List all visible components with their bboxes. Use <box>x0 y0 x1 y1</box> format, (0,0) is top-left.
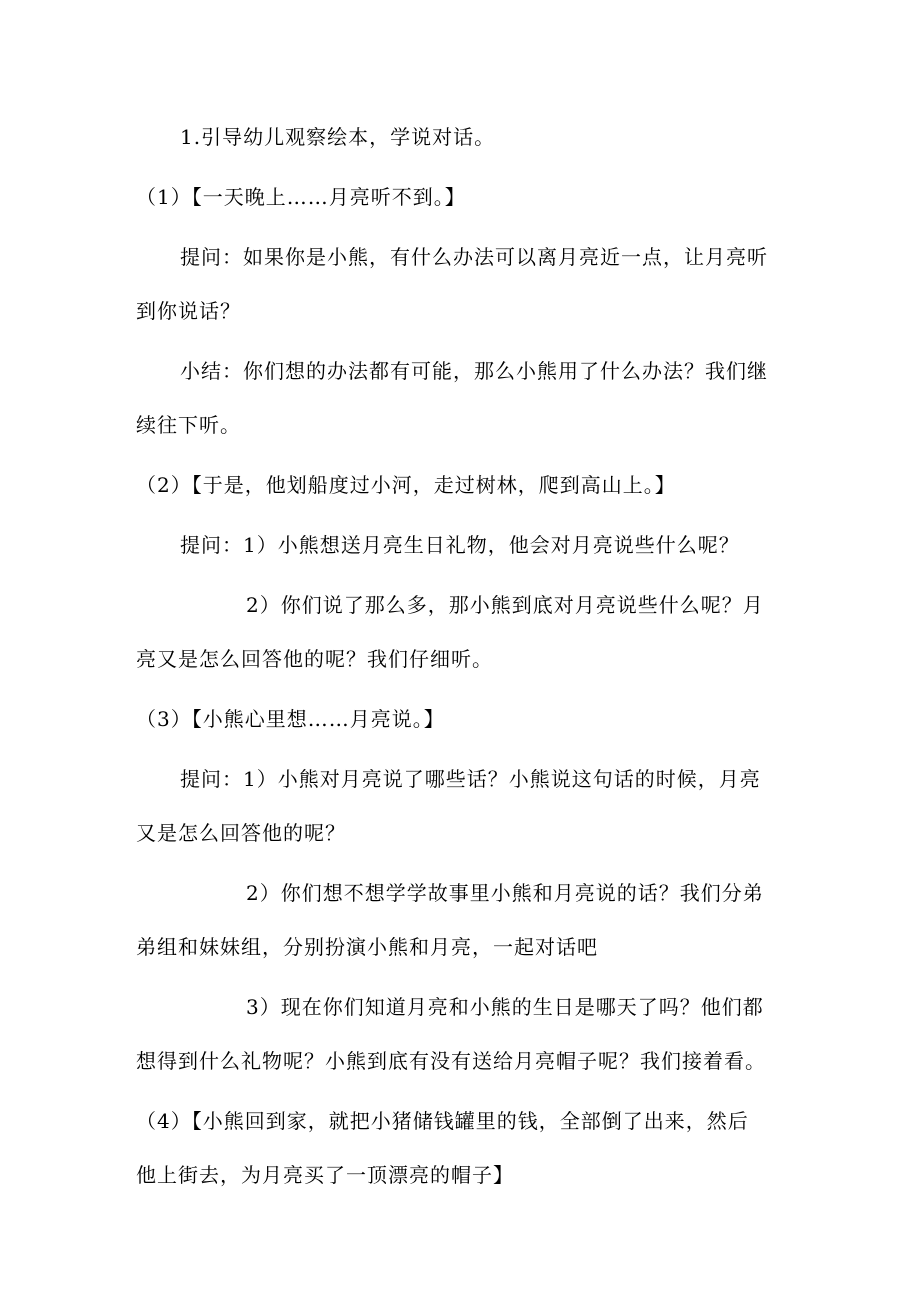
question-2-line-3: 亮又是怎么回答他的呢？我们仔细听。 <box>136 647 493 671</box>
question-3-line-5: 3）现在你们知道月亮和小熊的生日是哪天了吗？他们都 <box>246 995 764 1019</box>
paragraph-4-line-1: （4）【小熊回到家，就把小猪储钱罐里的钱，全部倒了出来，然后 <box>136 1109 749 1133</box>
paragraph-3-marker: （3）【小熊心里想……月亮说。】 <box>136 707 445 731</box>
question-1-line-2: 到你说话？ <box>136 299 241 323</box>
paragraph-2-marker: （2）【于是，他划船度过小河，走过树林，爬到高山上。】 <box>136 473 676 497</box>
question-1-line-1: 提问：如果你是小熊，有什么办法可以离月亮近一点，让月亮听 <box>180 245 768 269</box>
summary-line-1: 小结：你们想的办法都有可能，那么小熊用了什么办法？我们继 <box>180 359 768 383</box>
question-2-line-2: 2）你们说了那么多，那小熊到底对月亮说些什么呢？月 <box>246 593 764 617</box>
question-2-line-1: 提问：1）小熊想送月亮生日礼物，他会对月亮说些什么呢？ <box>180 533 740 557</box>
question-3-line-2: 又是怎么回答他的呢？ <box>136 821 346 845</box>
paragraph-1-marker: （1）【一天晚上……月亮听不到。】 <box>136 185 466 209</box>
section-heading: 1.引导幼儿观察绘本，学说对话。 <box>180 125 496 149</box>
question-3-line-6: 想得到什么礼物呢？小熊到底有没有送给月亮帽子呢？我们接着看。 <box>136 1049 766 1073</box>
question-3-line-1: 提问：1）小熊对月亮说了哪些话？小熊说这句话的时候，月亮 <box>180 767 761 791</box>
summary-line-2: 续往下听。 <box>136 413 241 437</box>
question-3-line-3: 2）你们想不想学学故事里小熊和月亮说的话？我们分弟 <box>246 881 764 905</box>
question-3-line-4: 弟组和妹妹组，分别扮演小熊和月亮，一起对话吧 <box>136 935 598 959</box>
paragraph-4-line-2: 他上街去，为月亮买了一顶漂亮的帽子】 <box>136 1163 514 1187</box>
